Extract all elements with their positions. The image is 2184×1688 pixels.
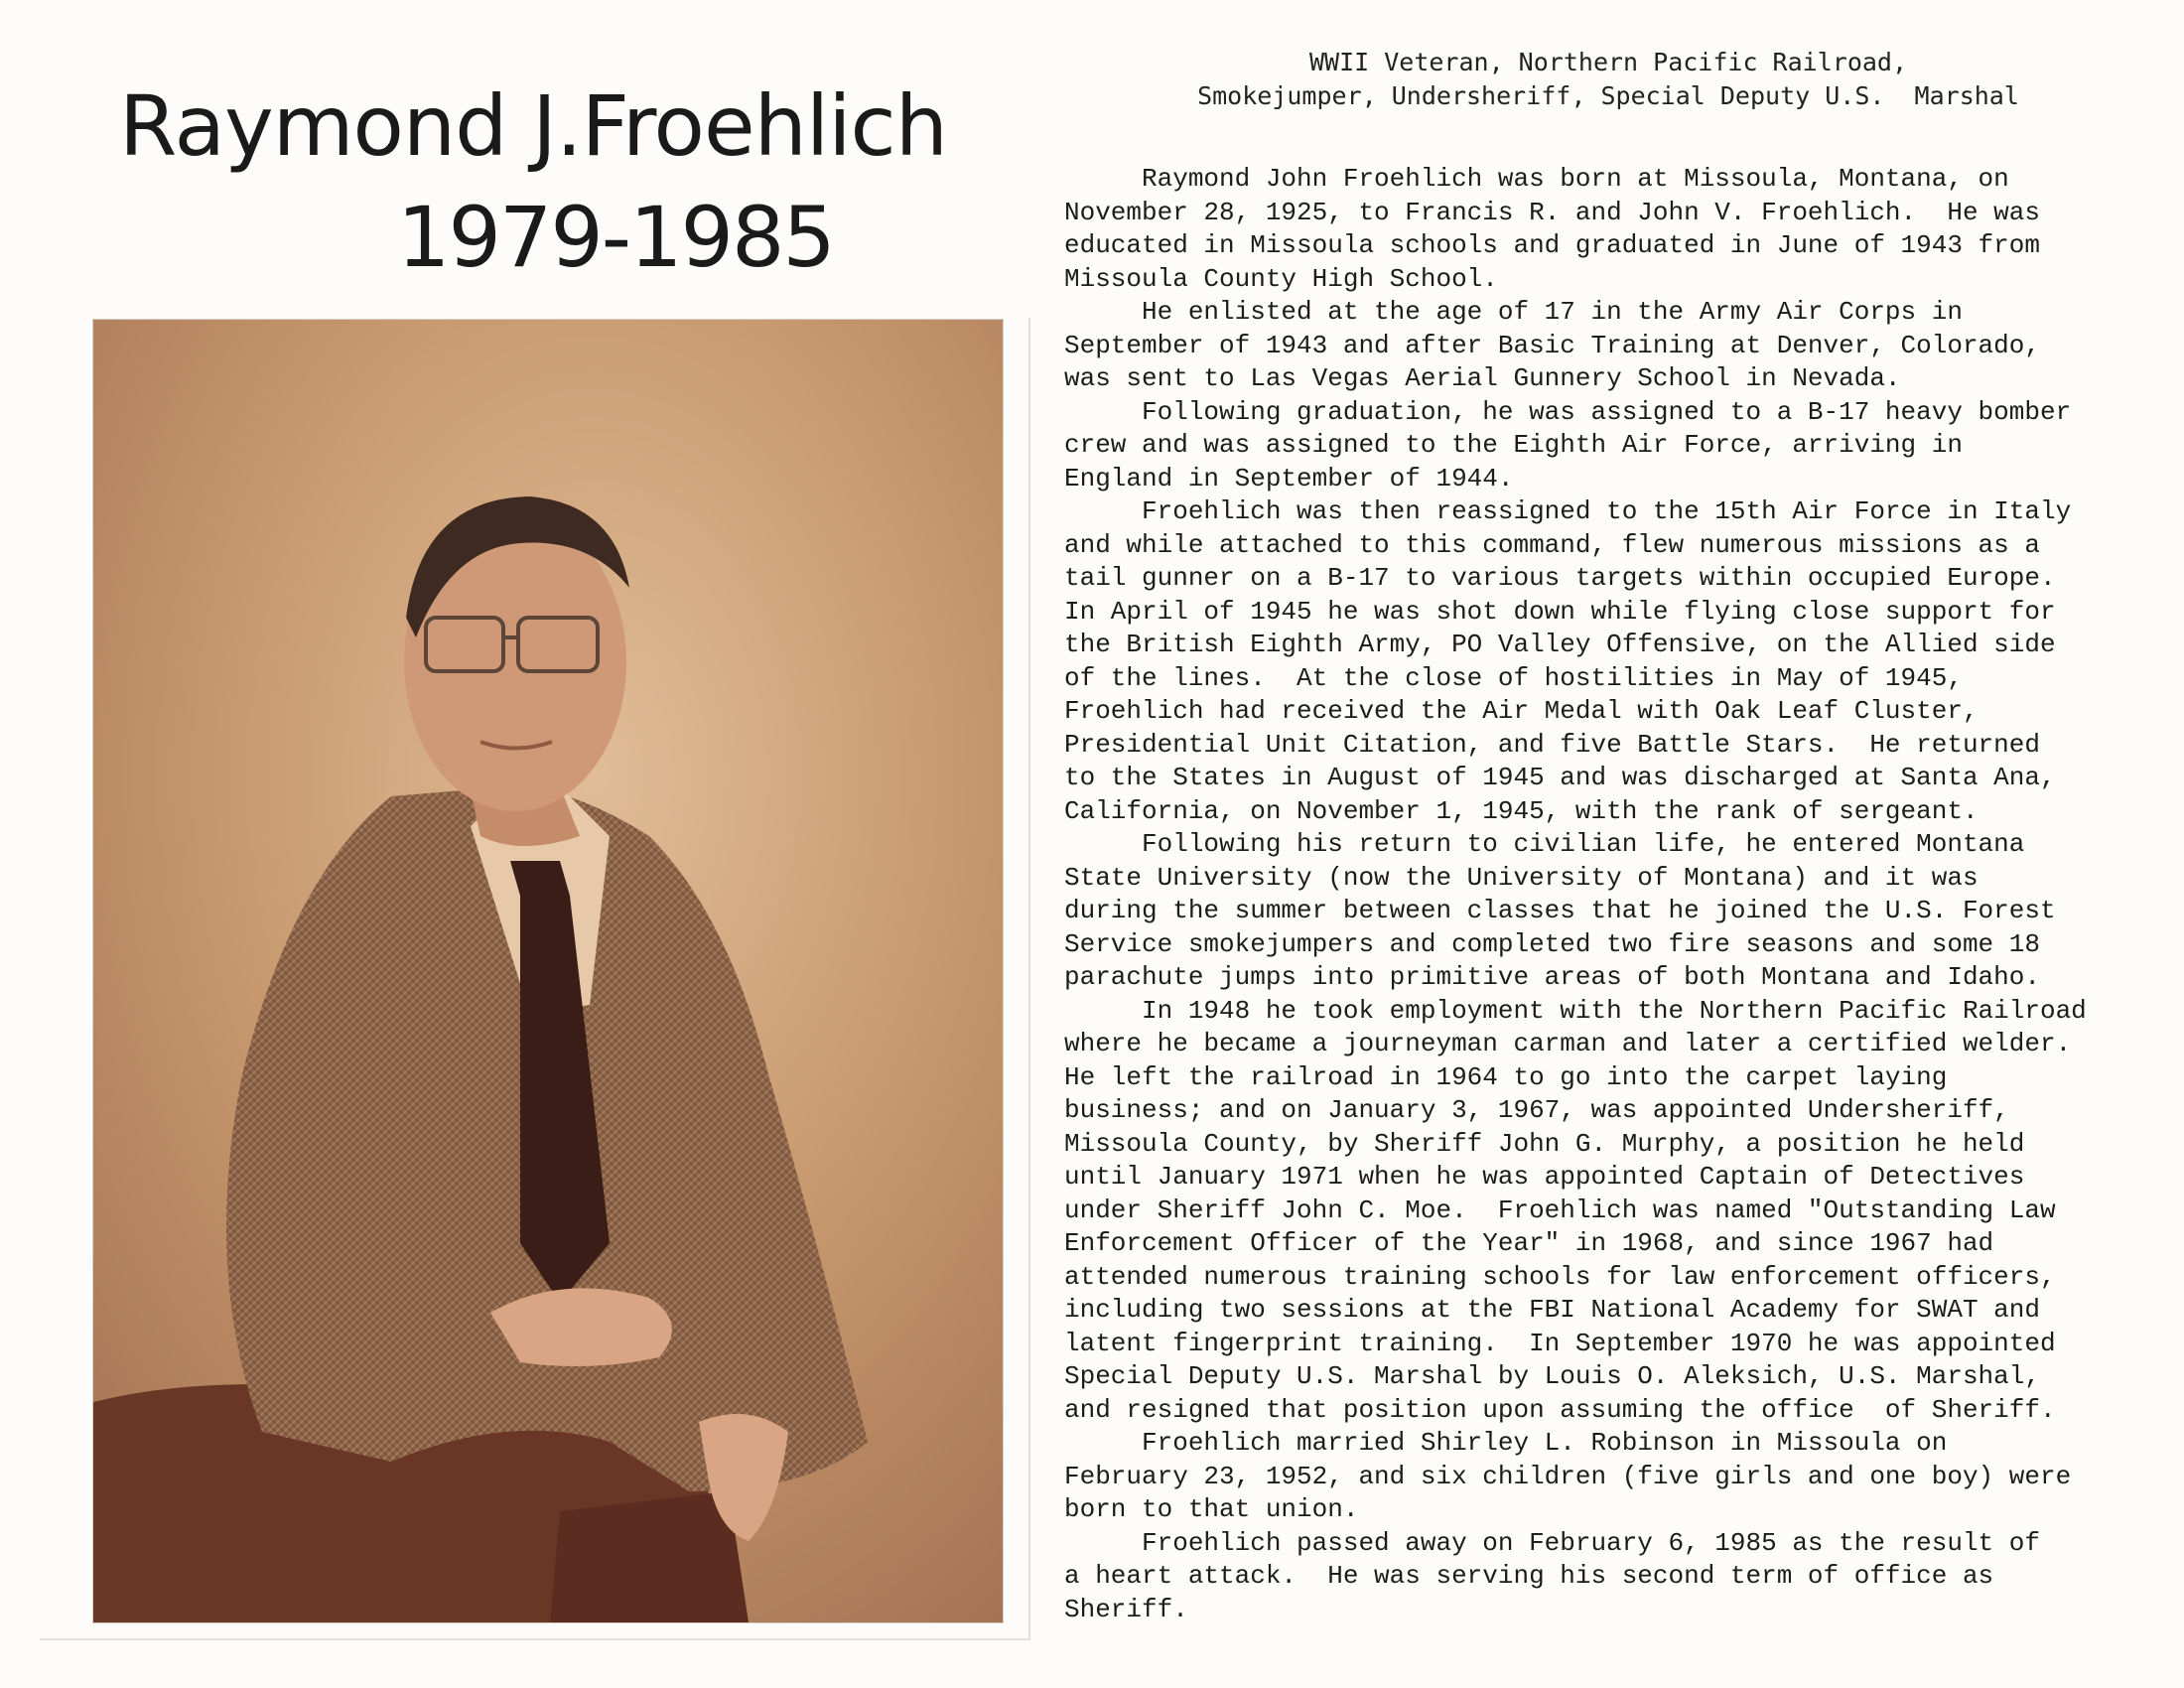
biography-text (1064, 163, 2156, 1626)
bio-line: Missoula County, by Sheriff John G. Murphy, a position he held (1064, 1128, 2025, 1159)
bio-line: Froehlich married Shirley L. Robinson in Missoula on (1064, 1428, 1948, 1458)
bio-line: He enlisted at the age of 17 in the Army Air Corps in (1064, 297, 1963, 327)
bio-line: attended numerous training schools for law enforcement officers, (1064, 1261, 2056, 1292)
bio-line: Sheriff. (1064, 1594, 1188, 1624)
bio-line: Froehlich had received the Air Medal with Oak Leaf Cluster, (1064, 696, 1979, 726)
bio-line: California, on November 1, 1945, with the rank of sergeant. (1064, 795, 1979, 826)
term-years: 1979-1985 (397, 189, 834, 286)
bio-line: State University (now the University of Montana) and it was (1064, 862, 1979, 893)
bio-line: He left the railroad in 1964 to go into the carpet laying (1064, 1061, 1948, 1092)
bio-line: latent fingerprint training. In September 1970 he was appointed (1064, 1328, 2056, 1358)
subtitle-line: Smokejumper, Undersheriff, Special Deputy U.S. Marshal (1197, 81, 2019, 110)
bio-line: tail gunner on a B-17 to various targets within occupied Europe. (1064, 563, 2056, 593)
bio-line: to the States in August of 1945 and was discharged at Santa Ana, (1064, 763, 2056, 792)
bio-line: where he became a journeyman carman and later a certified welder. (1064, 1029, 2072, 1058)
career-subtitle (1082, 46, 2134, 113)
bio-line: educated in Missoula schools and graduated in June of 1943 from (1064, 230, 2040, 260)
bio-line: Presidential Unit Citation, and five Battle Stars. He returned (1064, 729, 2040, 760)
bio-line: crew and was assigned to the Eighth Air Force, arriving in (1064, 430, 1963, 460)
bio-line: September of 1943 and after Basic Training at Denver, Colorado, (1064, 330, 2040, 360)
bio-line: until January 1971 when he was appointed Captain of Detectives (1064, 1162, 2025, 1192)
bio-line: February 23, 1952, and six children (five girls and one boy) were (1064, 1461, 2072, 1491)
bio-line: Froehlich passed away on February 6, 1985 as the result of (1064, 1527, 2040, 1558)
portrait-illustration (93, 320, 1003, 1622)
bio-line: of the lines. At the close of hostilities in May of 1945, (1064, 662, 1963, 693)
bio-line: and while attached to this command, flew numerous missions as a (1064, 529, 2040, 560)
bio-line: Following his return to civilian life, he entered Montana (1064, 829, 2025, 859)
bio-line: under Sheriff John C. Moe. Froehlich was named "Outstanding Law (1064, 1195, 2056, 1225)
bio-line: England in September of 1944. (1064, 463, 1514, 493)
bio-line: a heart attack. He was serving his second term of office as (1064, 1561, 1994, 1591)
bio-line: Froehlich was then reassigned to the 15th Air Force in Italy (1064, 496, 2072, 526)
bio-line: Enforcement Officer of the Year" in 1968, and since 1967 had (1064, 1228, 1994, 1258)
person-name-heading: Raymond J.Froehlich (119, 77, 947, 175)
bio-line: Service smokejumpers and completed two fire seasons and some 18 (1064, 928, 2040, 959)
bio-line: born to that union. (1064, 1494, 1359, 1524)
subtitle-line: WWII Veteran, Northern Pacific Railroad, (1308, 48, 1908, 76)
bio-line: the British Eighth Army, PO Valley Offensive, on the Allied side (1064, 630, 2056, 659)
bio-line: Special Deputy U.S. Marshal by Louis O. Aleksich, U.S. Marshal, (1064, 1361, 2040, 1391)
bio-line: In 1948 he took employment with the Northern Pacific Railroad (1064, 995, 2087, 1026)
bio-line: and resigned that position upon assuming the office of Sheriff. (1064, 1394, 2056, 1425)
bio-line: parachute jumps into primitive areas of both Montana and Idaho. (1064, 962, 2040, 992)
bio-line: November 28, 1925, to Francis R. and John V. Froehlich. He was (1064, 197, 2040, 227)
portrait-photo (93, 320, 1003, 1622)
bio-line: was sent to Las Vegas Aerial Gunnery School in Nevada. (1064, 363, 1901, 393)
bio-line: during the summer between classes that he joined the U.S. Forest (1064, 896, 2056, 925)
bio-line: Raymond John Froehlich was born at Missoula, Montana, on (1064, 164, 2009, 194)
bio-line: business; and on January 3, 1967, was appointed Undersheriff, (1064, 1095, 2009, 1125)
bio-line: Missoula County High School. (1064, 263, 1498, 294)
column-divider (1028, 318, 1030, 1638)
bio-line: In April of 1945 he was shot down while flying close support for (1064, 596, 2056, 627)
bio-line: Following graduation, he was assigned to a B-17 heavy bomber (1064, 396, 2072, 427)
photo-bottom-rule (40, 1638, 1030, 1640)
bio-line: including two sessions at the FBI National Academy for SWAT and (1064, 1295, 2040, 1325)
